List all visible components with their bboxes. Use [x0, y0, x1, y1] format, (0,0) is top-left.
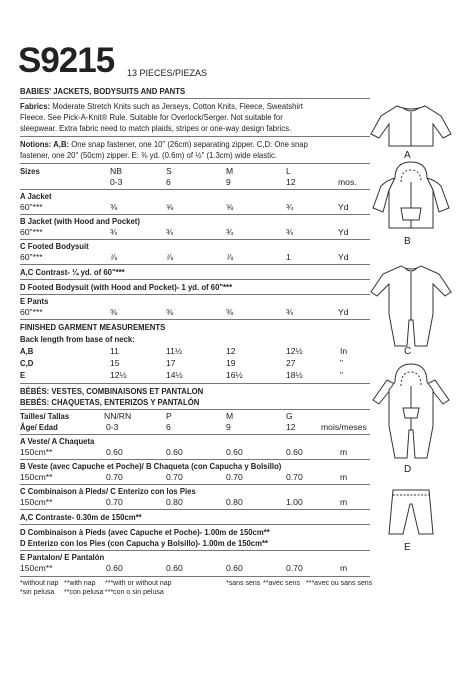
notions-line-1: Notions: A,B: One snap fastener, one 10" (26cm) separating zipper. C,D: One snap	[20, 139, 308, 149]
meter-value: 0.60	[226, 563, 243, 573]
meter-value: 0.60	[286, 447, 303, 457]
unit: "	[340, 370, 344, 380]
d-french: D Combinaison à Pieds (avec Capuche et Poche)- 1.00m de 150cm**	[20, 527, 270, 537]
bodysuit-c-illustration	[365, 262, 457, 350]
back-length-label: Back length from base of neck:	[20, 334, 135, 344]
fabric-width: 60"***	[20, 307, 43, 317]
unit: "	[340, 358, 344, 368]
row-title-c-combinaison: C Combinaison à Pieds/ C Enterizo con los Pies	[20, 486, 196, 496]
divider	[20, 459, 370, 460]
meter-value: 0.70	[106, 497, 123, 507]
meter-value: 0.80	[226, 497, 243, 507]
divider	[20, 509, 370, 510]
yardage-value: ¾	[286, 307, 294, 317]
yardage-value: ⅞	[110, 252, 118, 262]
yardage-value: ¾	[226, 227, 234, 237]
footed-bodysuit-d: D Footed Bodysuit (with Hood and Pocket)- 1 yd. of 60"***	[20, 282, 233, 292]
jacket-a-illustration	[365, 100, 457, 150]
piece-count: 13 PIECES/PIEZAS	[127, 68, 208, 78]
contrast-ac: A,C Contrast- ¼ yd. of 60"***	[20, 267, 125, 277]
age-value: 12	[286, 422, 296, 432]
divider	[20, 98, 370, 99]
size-g: G	[286, 411, 293, 421]
pattern-subtitle: BABIES' JACKETS, BODYSUITS AND PANTS	[20, 86, 186, 96]
measure-value: 12½	[286, 346, 303, 356]
measure-value: 12½	[110, 370, 127, 380]
size-nb: NB	[110, 166, 122, 176]
yardage-value: ⅜	[166, 307, 174, 317]
age-unit: mos.	[338, 177, 357, 187]
meter-value: 0.80	[166, 497, 183, 507]
footnote-fr: ***avec ou sans sens	[306, 580, 373, 587]
fabrics-line-3: sleepwear. Extra fabric need to match plaids, stripes or one-way design fabrics.	[20, 123, 292, 133]
row-title-b-jacket: B Jacket (with Hood and Pocket)	[20, 216, 140, 226]
unit: m	[340, 563, 348, 573]
age-label-es: Âge/ Edad	[20, 422, 58, 432]
fabrics-line-1: Fabrics: Moderate Stretch Knits such as Jerseys, Cotton Knits, Fleece, Sweatshirt	[20, 101, 303, 111]
divider	[20, 264, 370, 265]
meter-value: 0.70	[226, 472, 243, 482]
age-unit-es: mois/meses	[321, 422, 367, 432]
contrast-ac-es: A,C Contraste- 0.30m de 150cm**	[20, 512, 142, 522]
measure-value: 19	[226, 358, 236, 368]
measure-value: 16½	[226, 370, 243, 380]
size-s: S	[166, 166, 172, 176]
meter-value: 0.60	[106, 563, 123, 573]
divider	[20, 524, 370, 525]
divider	[20, 163, 370, 164]
row-title-a-jacket: A Jacket	[20, 191, 52, 201]
meter-value: 1.00	[286, 497, 303, 507]
unit: m	[340, 497, 348, 507]
measure-value: 27	[286, 358, 296, 368]
divider	[20, 319, 370, 320]
measure-value: 17	[166, 358, 176, 368]
unit: In	[340, 346, 348, 356]
size-nn: NN/RN	[104, 411, 132, 421]
age-value: 6	[166, 422, 171, 432]
measure-label: C,D	[20, 358, 34, 368]
yardage-value: 1	[286, 252, 291, 262]
divider	[20, 189, 370, 190]
size-l: L	[286, 166, 291, 176]
footnote-es: *sin pelusa	[20, 589, 55, 596]
fabric-width: 150cm**	[20, 447, 53, 457]
unit: Yd	[338, 252, 349, 262]
meter-value: 0.60	[226, 447, 243, 457]
size-m: M	[226, 166, 234, 176]
measure-value: 18½	[286, 370, 303, 380]
footnote-es: **con pelusa	[64, 589, 104, 596]
yardage-value: ⅜	[110, 202, 118, 212]
yardage-value: ⅝	[166, 202, 174, 212]
footnote-en: **with nap	[64, 580, 96, 587]
footnote-fr: *sans sens	[226, 580, 261, 587]
yardage-value: ¾	[166, 227, 174, 237]
divider	[20, 383, 370, 384]
measure-value: 15	[110, 358, 120, 368]
row-title-e-pants: E Pants	[20, 296, 49, 306]
meter-value: 0.60	[106, 447, 123, 457]
yardage-value: ⅜	[226, 307, 234, 317]
fabric-width: 150cm**	[20, 563, 53, 573]
fabric-width: 60"***	[20, 202, 43, 212]
figure-label-a: A	[404, 150, 411, 161]
meter-value: 0.60	[166, 563, 183, 573]
footnote-en: *without nap	[20, 580, 59, 587]
unit: m	[340, 447, 348, 457]
footnote-es: ***con o sin pelusa	[105, 589, 164, 596]
row-title-b-veste: B Veste (avec Capuche et Poche)/ B Chaqueta (con Capucha y Bolsillo)	[20, 461, 282, 471]
yardage-value: ⅞	[226, 252, 234, 262]
pants-e-illustration	[365, 486, 457, 538]
fabric-width: 60"***	[20, 227, 43, 237]
title-french: BÉBÉS: VESTES, COMBINAISONS ET PANTALON	[20, 386, 204, 396]
finished-measurements-title: FINISHED GARMENT MEASUREMENTS	[20, 322, 166, 332]
divider	[20, 484, 370, 485]
meter-value: 0.60	[166, 447, 183, 457]
meter-value: 0.70	[286, 472, 303, 482]
divider	[20, 409, 370, 410]
divider	[20, 550, 370, 551]
age-value: 0-3	[106, 422, 119, 432]
unit: Yd	[338, 202, 349, 212]
bodysuit-d-hood-illustration	[365, 362, 457, 462]
yardage-value: ¾	[286, 227, 294, 237]
divider	[20, 136, 370, 137]
d-spanish: D Enterizo con los Pies (con Capucha y Bolsillo)- 1.00m de 150cm**	[20, 538, 269, 548]
divider	[20, 434, 370, 435]
age-nb: 0-3	[110, 177, 123, 187]
yardage-value: ¾	[110, 227, 118, 237]
fabrics-line-2: Fleece. See Pick-A-Knit® Rule. Suitable for Overlock/Serger. Not suitable for	[20, 112, 283, 122]
measure-value: 11	[110, 346, 119, 356]
pattern-number: S9215	[18, 41, 115, 80]
jacket-b-hood-illustration	[365, 160, 457, 232]
divider	[20, 279, 370, 280]
divider	[20, 576, 370, 577]
divider	[20, 294, 370, 295]
yardage-value: ⅝	[226, 202, 234, 212]
measure-value: 12	[226, 346, 236, 356]
sizes-label: Sizes	[20, 166, 40, 176]
age-m: 9	[226, 177, 231, 187]
row-title-e-pantalon: E Pantalon/ E Pantalón	[20, 552, 105, 562]
size-m: M	[226, 411, 234, 421]
size-p: P	[166, 411, 172, 421]
notions-line-2: fastener, one 20" (50cm) zipper. E: ⅜ yd. (0.6m) of ½" (1.3cm) wide elastic.	[20, 150, 277, 160]
age-value: 9	[226, 422, 231, 432]
row-title-a-veste: A Veste/ A Chaqueta	[20, 436, 95, 446]
unit: Yd	[338, 227, 349, 237]
meter-value: 0.70	[106, 472, 123, 482]
divider	[20, 214, 370, 215]
figure-label-d: D	[404, 464, 412, 475]
measure-value: 14½	[166, 370, 183, 380]
title-spanish: BEBÉS: CHAQUETAS, ENTERIZOS Y PANTALÓN	[20, 397, 200, 407]
sizes-label-es: Tailles/ Tallas	[20, 411, 70, 421]
measure-value: 11½	[166, 346, 183, 356]
figure-label-c: C	[404, 346, 412, 357]
divider	[20, 239, 370, 240]
footnote-fr: **avec sens	[263, 580, 300, 587]
meter-value: 0.70	[166, 472, 183, 482]
row-title-c-bodysuit: C Footed Bodysuit	[20, 241, 89, 251]
figure-label-e: E	[404, 542, 411, 553]
fabric-width: 150cm**	[20, 472, 53, 482]
fabric-width: 60"***	[20, 252, 43, 262]
figure-label-b: B	[404, 236, 411, 247]
yardage-value: ⅜	[110, 307, 118, 317]
unit: m	[340, 472, 348, 482]
unit: Yd	[338, 307, 349, 317]
age-l: 12	[286, 177, 296, 187]
meter-value: 0.70	[286, 563, 303, 573]
yardage-value: ¾	[286, 202, 294, 212]
measure-label: A,B	[20, 346, 34, 356]
age-s: 6	[166, 177, 171, 187]
measure-label: E	[20, 370, 26, 380]
yardage-value: ⅞	[166, 252, 174, 262]
fabric-width: 150cm**	[20, 497, 53, 507]
footnote-en: ***with or without nap	[105, 580, 172, 587]
